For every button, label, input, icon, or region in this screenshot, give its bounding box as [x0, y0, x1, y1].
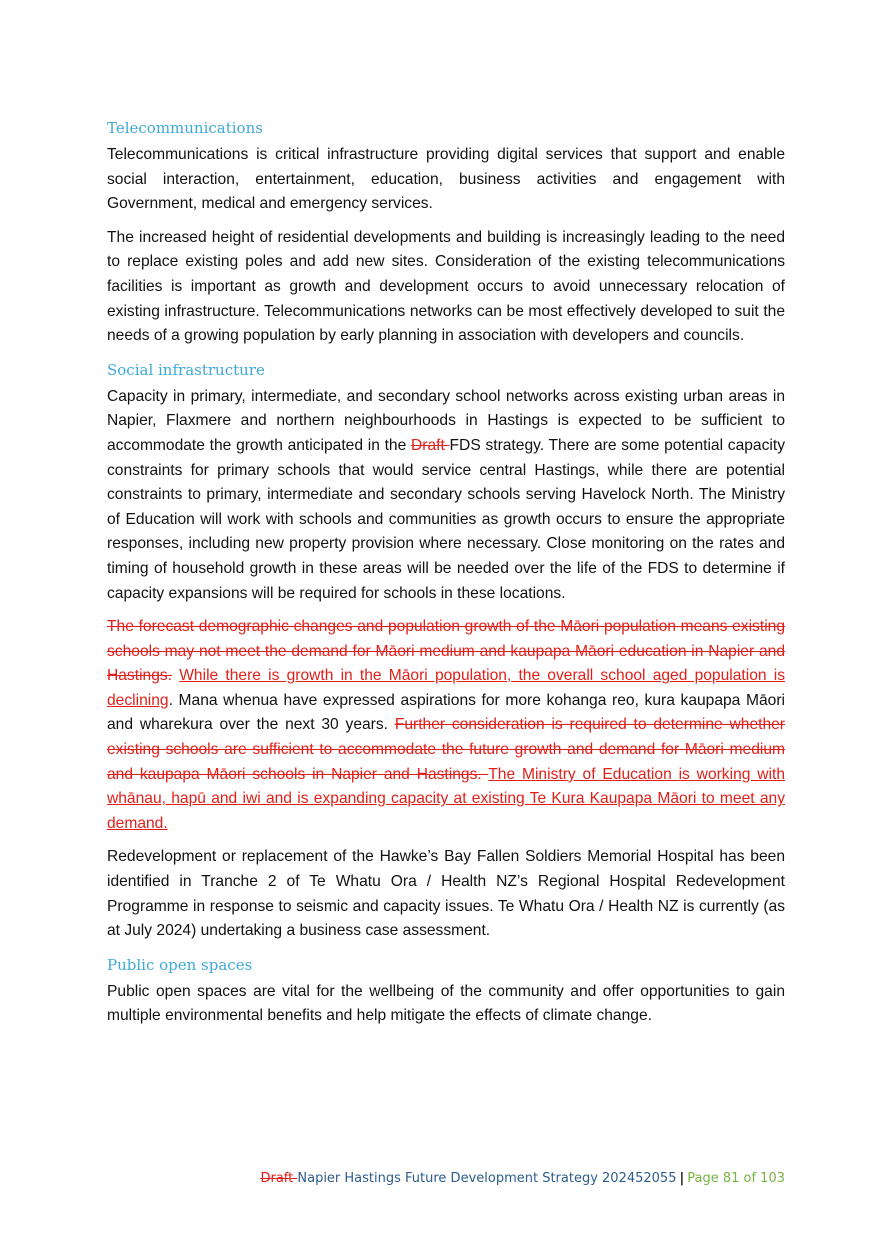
tracked-insertion: The Ministry of Education is working with whānau, hapū and iwi and is expanding capacity at existing Te Kura Kaupapa Māori to meet any demand.	[107, 765, 785, 832]
footer-document-title: Napier Hastings Future Development Strategy 202452055	[297, 1171, 677, 1186]
section-heading-social-infrastructure: Social infrastructure	[107, 360, 265, 379]
section-heading-public-open-spaces: Public open spaces	[107, 955, 253, 974]
telecom-paragraph-2: The increased height of residential developments and building is increasingly leading to the need to replace existing poles and add new sites. Consideration of the existing telecommunications facilities is important as growth and development occurs to avoid unnecessary relocation of existing infrastructure. Telecommunications networks can be most effectively developed to suit the needs of a growing population by early planning in association with developers and councils.	[107, 228, 785, 345]
social-p1-text-a: Capacity in primary, intermediate, and secondary school networks across existing urban areas in Napier, Flaxmere and northern neighbourhoods in Hastings is expected to be sufficient to accommodate the growth anticipated in the	[107, 387, 785, 454]
tracked-deletion: Draft	[411, 436, 450, 454]
footer-page-number: Page 81 of 103	[687, 1171, 785, 1186]
page-footer	[260, 1171, 785, 1187]
open-spaces-paragraph-1: Public open spaces are vital for the wellbeing of the community and offer opportunities to gain multiple environmental benefits and help mitigate the effects of climate change.	[107, 982, 785, 1025]
section-heading-telecommunications: Telecommunications	[107, 119, 263, 137]
social-p2-text: . Mana whenua have expressed aspirations for more kohanga reo, kura kaupapa Māori and wharekura over the next 30 years.	[107, 691, 785, 734]
document-page	[107, 118, 785, 1038]
tracked-deletion: Further consideration is required to determine whether existing schools are sufficient to accommodate the future growth and demand for Māori medium and kaupapa Māori schools in Napier and Hastings.	[107, 716, 785, 783]
telecom-paragraph-1: Telecommunications is critical infrastructure providing digital services that support and enable social interaction, entertainment, education, business activities and engagement with Government, medical and emergency services.	[107, 146, 785, 213]
social-paragraph-1	[107, 385, 785, 606]
footer-tracked-deletion: Draft	[260, 1171, 298, 1186]
social-paragraph-3: Redevelopment or replacement of the Hawke’s Bay Fallen Soldiers Memorial Hospital has been identified in Tranche 2 of Te Whatu Ora / Health NZ’s Regional Hospital Redevelopment Programme in response to seismic and capacity issues. Te Whatu Ora / Health NZ is currently (as at July 2024) undertaking a business case assessment.	[107, 848, 785, 940]
tracked-deletion: The forecast demographic changes and population growth of the Māori population means existing schools may not meet the demand for Māori medium and kaupapa Māori education in Napier and Hastings.	[107, 618, 785, 685]
social-paragraph-2	[107, 615, 785, 836]
tracked-insertion: While there is growth in the Māori population, the overall school aged population is declining	[107, 667, 786, 709]
footer-separator: |	[679, 1171, 685, 1186]
social-p1-text-b: FDS strategy. There are some potential capacity constraints for primary schools that would service central Hastings, while there are potential constraints to primary, intermediate and secondary schools serving Havelock North. The Ministry of Education will work with schools and communities as growth occurs to ensure the appropriate responses, including new property provision where necessary. Close monitoring on the rates and timing of household growth in these areas will be needed over the life of the FDS to determine if capacity expansions will be required for schools in these locations.	[107, 436, 785, 602]
